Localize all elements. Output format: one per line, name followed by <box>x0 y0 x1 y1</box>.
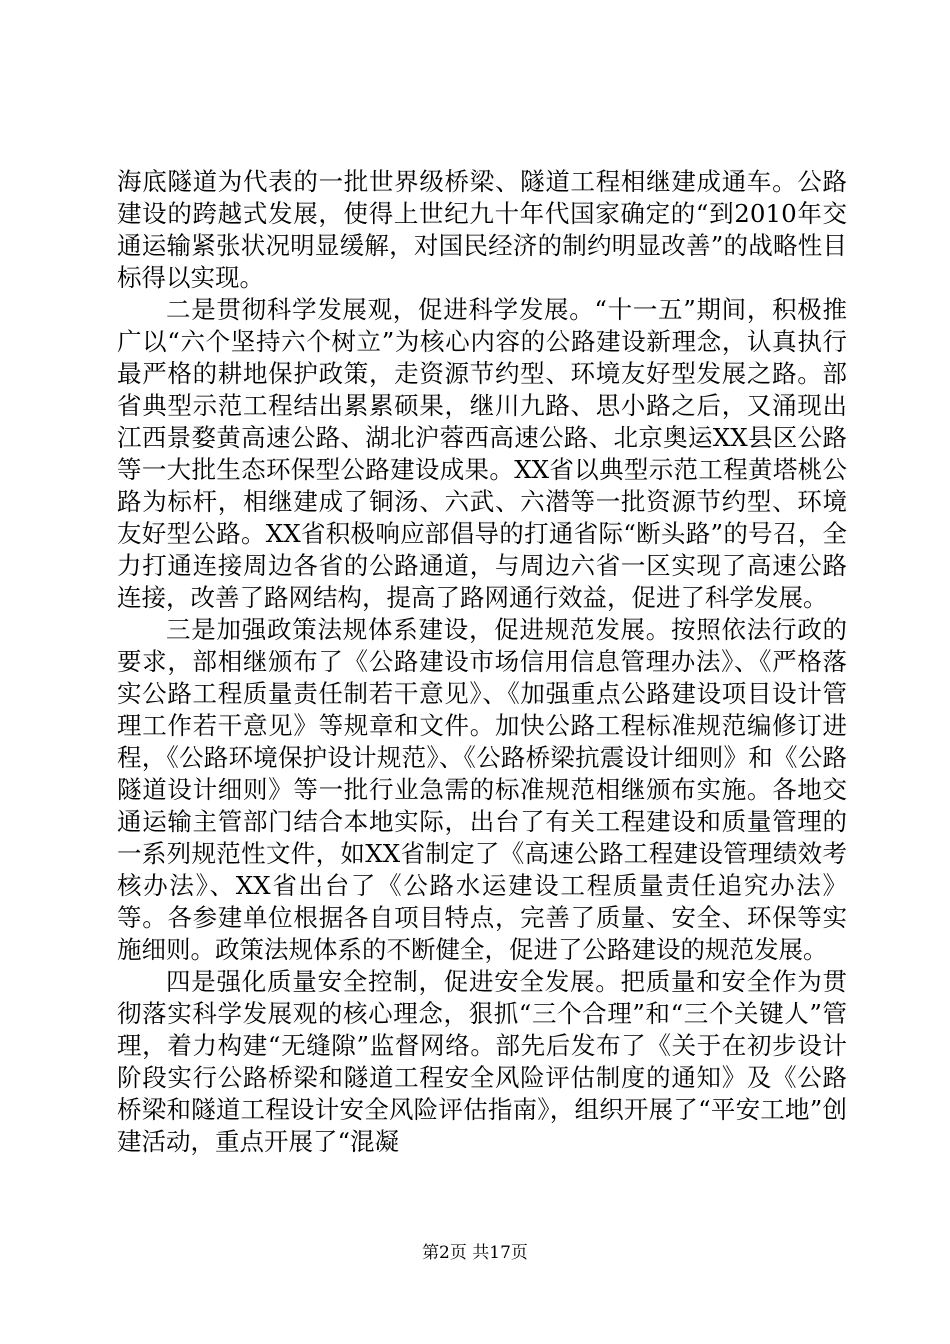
paragraph-4: 四是强化质量安全控制，促进安全发展。把质量和安全作为贯彻落实科学发展观的核心理念，狠抓“三个合理”和“三个关键人”管理，着力构建“无缝隙”监督网络。部先后发布了《关于在初步设计阶段实行公路桥梁和隧道工程安全风险评估制度的通知》及《公路桥梁和隧道工程设计安全风险评估指南》，组织开展了“平安工地”创建活动，重点开展了“混凝 <box>117 967 847 1156</box>
page-footer <box>0 1242 950 1264</box>
paragraph-2: 二是贯彻科学发展观，促进科学发展。“十一五”期间，积极推广以“六个坚持六个树立”为核心内容的公路建设新理念，认真执行最严格的耕地保护政策，走资源节约型、环境友好型发展之路。部省典型示范工程结出累累硕果，继川九路、思小路之后，又涌现出江西景婺黄高速公路、湖北沪蓉西高速公路、北京奥运XX县区公路等一大批生态环保型公路建设成果。XX省以典型示范工程黄塔桃公路为标杆，相继建成了铜汤、六武、六潜等一批资源节约型、环境友好型公路。XX省积极响应部倡导的打通省际“断头路”的号召，全力打通连接周边各省的公路通道，与周边六省一区实现了高速公路连接，改善了路网结构，提高了路网通行效益，促进了科学发展。 <box>117 295 847 612</box>
paragraph-1: 海底隧道为代表的一批世界级桥梁、隧道工程相继建成通车。公路建设的跨越式发展，使得上世纪九十年代国家确定的“到2010年交通运输紧张状况明显缓解，对国民经济的制约明显改善”的战略性目标得以实现。 <box>117 167 847 292</box>
page-number-label: 第2页 共17页 <box>422 1243 528 1263</box>
paragraph-3: 三是加强政策法规体系建设，促进规范发展。按照依法行政的要求，部相继颁布了《公路建设市场信用信息管理办法》、《严格落实公路工程质量责任制若干意见》、《加强重点公路建设项目设计管理工作若干意见》等规章和文件。加快公路工程标准规范编修订进程，《公路环境保护设计规范》、《公路桥梁抗震设计细则》和《公路隧道设计细则》等一批行业急需的标准规范相继颁布实施。各地交通运输主管部门结合本地实际，出台了有关工程建设和质量管理的一系列规范性文件，如XX省制定了《高速公路工程建设管理绩效考核办法》、XX省出台了《公路水运建设工程质量责任追究办法》等。各参建单位根据各自项目特点，完善了质量、安全、环保等实施细则。政策法规体系的不断健全，促进了公路建设的规范发展。 <box>117 615 847 964</box>
document-body <box>117 166 847 1158</box>
